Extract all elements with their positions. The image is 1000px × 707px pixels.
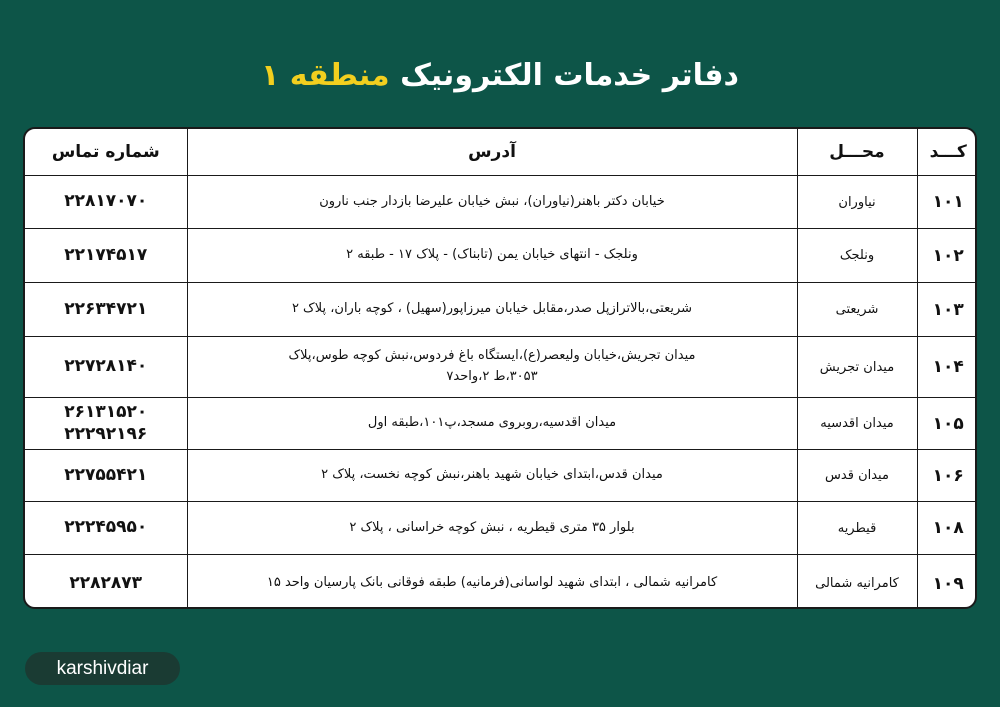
row-code: ۱۰۲	[917, 229, 977, 283]
address-line: بلوار ۳۵ متری قیطریه ، نبش کوچه خراسانی ، پلاک ۲	[349, 519, 635, 535]
row-address	[187, 337, 797, 398]
row-address	[187, 283, 797, 337]
header-address: آدرس	[187, 129, 797, 176]
row-location: میدان اقدسیه	[797, 398, 917, 450]
title-highlight: منطقه ۱	[261, 58, 390, 93]
phone-number: ۲۲۲۹۲۱۹۶	[64, 423, 148, 444]
row-phone	[25, 229, 187, 283]
row-location: میدان تجریش	[797, 337, 917, 398]
page-title	[0, 58, 1000, 93]
address-line: ۳۰۵۳،ط ۲،واحد۷	[446, 369, 538, 384]
row-location: نیاوران	[797, 176, 917, 229]
row-phone	[25, 450, 187, 502]
row-location: کامرانیه شمالی	[797, 555, 917, 610]
phone-number: ۲۲۱۷۴۵۱۷	[64, 244, 148, 265]
row-phone	[25, 337, 187, 398]
header-location: محـــل	[797, 129, 917, 176]
row-address	[187, 398, 797, 450]
row-code: ۱۰۸	[917, 502, 977, 555]
address-line: میدان قدس،ابتدای خیابان شهید باهنر،نبش کوچه نخست، پلاک ۲	[321, 467, 663, 483]
address-line: میدان اقدسیه،روبروی مسجد،پ۱۰۱،طبقه اول	[367, 415, 617, 431]
brand-badge: karshivdiar	[25, 652, 180, 685]
table-row	[25, 229, 977, 283]
offices-table	[23, 127, 977, 609]
phone-number: ۲۲۲۴۵۹۵۰	[64, 517, 148, 538]
row-address	[187, 502, 797, 555]
title-main: دفاتر خدمات الکترونیک	[400, 58, 739, 93]
row-address	[187, 555, 797, 610]
address-line: کامرانیه شمالی ، ابتدای شهید لواسانی(فرمانیه) طبقه فوقانی بانک پارسیان واحد ۱۵	[266, 575, 718, 591]
table-row	[25, 450, 977, 502]
row-code: ۱۰۱	[917, 176, 977, 229]
phone-number: ۲۲۸۱۷۰۷۰	[64, 191, 148, 212]
header-phone: شماره تماس	[25, 129, 187, 176]
table-row	[25, 283, 977, 337]
row-location: میدان قدس	[797, 450, 917, 502]
phone-number: ۲۲۸۲۸۷۳	[69, 572, 143, 593]
row-location: قیطریه	[797, 502, 917, 555]
row-phone	[25, 398, 187, 450]
row-phone	[25, 555, 187, 610]
table-row	[25, 398, 977, 450]
row-code: ۱۰۳	[917, 283, 977, 337]
offices-grid	[25, 129, 977, 609]
address-line: ونلجک - انتهای خیابان یمن (تابناک) - پلاک ۱۷ - طبقه ۲	[346, 247, 638, 263]
address-line: شریعتی،بالاترازپل صدر،مقابل خیابان میرزاپور(سهیل) ، کوچه باران، پلاک ۲	[291, 301, 693, 317]
phone-number: ۲۲۶۳۴۷۲۱	[64, 298, 148, 319]
row-phone	[25, 502, 187, 555]
row-address	[187, 176, 797, 229]
row-code: ۱۰۶	[917, 450, 977, 502]
row-location: شریعتی	[797, 283, 917, 337]
phone-number: ۲۲۷۲۸۱۴۰	[64, 356, 148, 377]
address-line: خیابان دکتر باهنر(نیاوران)، نبش خیابان علیرضا بازدار جنب نارون	[319, 193, 665, 209]
header-code: کـــد	[917, 129, 977, 176]
row-code: ۱۰۴	[917, 337, 977, 398]
table-row	[25, 502, 977, 555]
row-location: ونلجک	[797, 229, 917, 283]
row-address	[187, 229, 797, 283]
table-header-row	[25, 129, 977, 176]
phone-number: ۲۲۷۵۵۴۲۱	[64, 464, 148, 485]
row-phone	[25, 176, 187, 229]
row-address	[187, 450, 797, 502]
phone-number: ۲۶۱۳۱۵۲۰	[64, 402, 148, 423]
row-code: ۱۰۹	[917, 555, 977, 610]
table-row	[25, 176, 977, 229]
row-phone	[25, 283, 187, 337]
address-line: میدان تجریش،خیابان ولیعصر(ع)،ایستگاه باغ فردوس،نبش کوچه طوس،پلاک	[288, 348, 696, 364]
table-row	[25, 555, 977, 610]
row-code: ۱۰۵	[917, 398, 977, 450]
table-row	[25, 337, 977, 398]
